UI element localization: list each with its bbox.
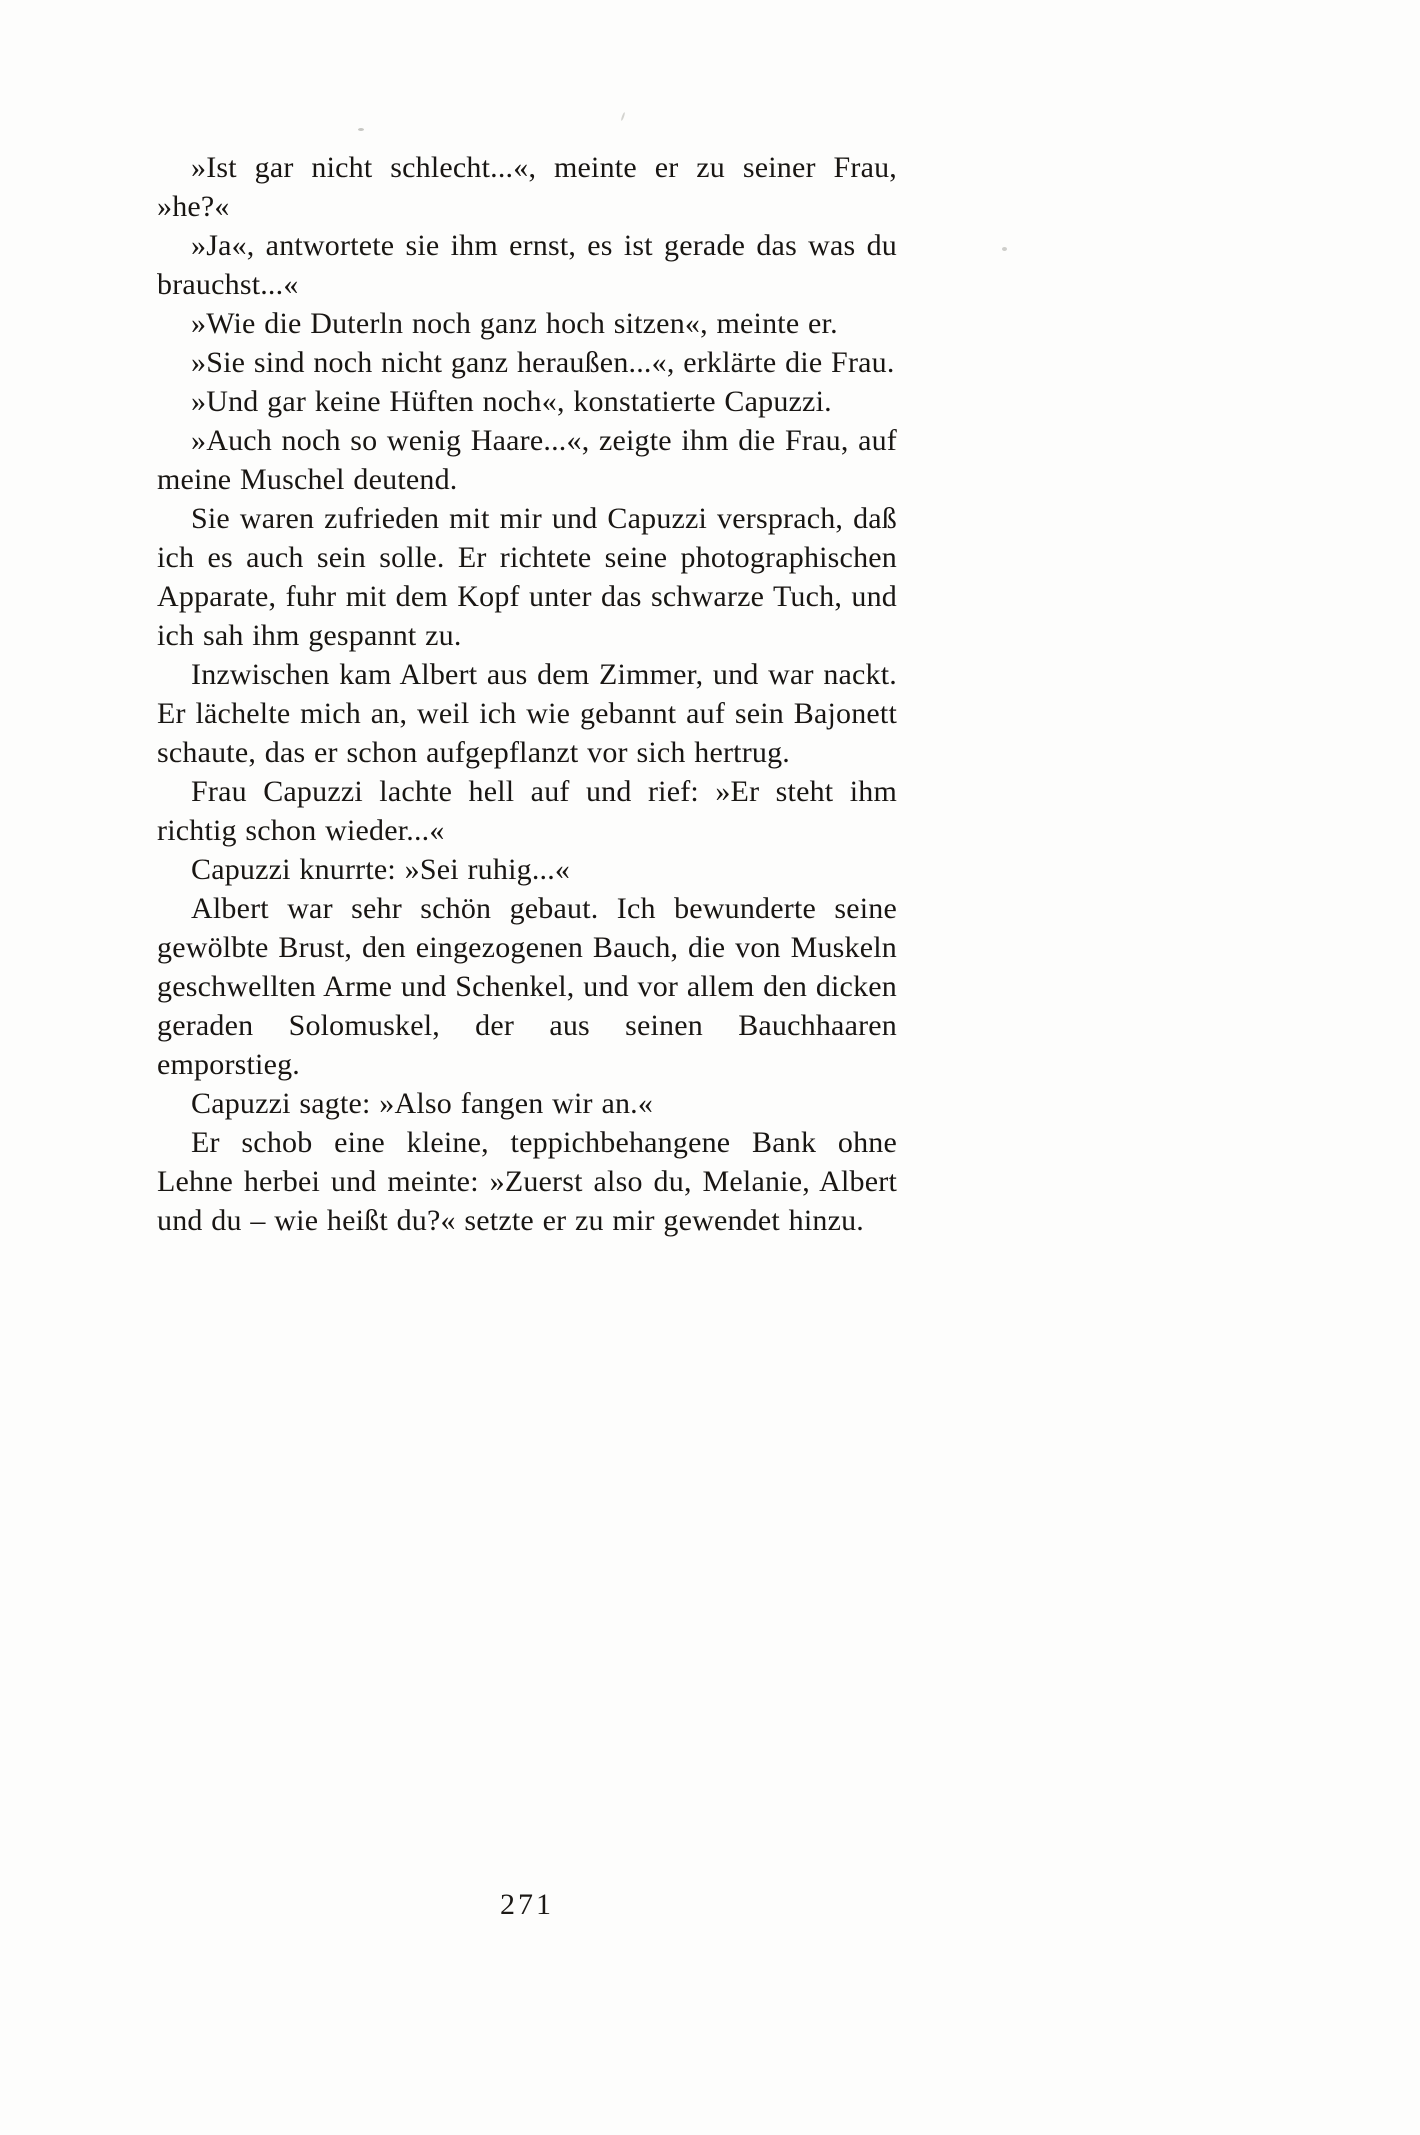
paragraph: Capuzzi knurrte: »Sei ruhig...« xyxy=(191,853,571,886)
paragraph: »Wie die Duterln noch ganz hoch sitzen«, meinte er. xyxy=(191,307,838,340)
paragraph: Capuzzi sagte: »Also fangen wir an.« xyxy=(191,1087,654,1120)
paragraph: »Ja«, antwortete sie ihm ernst, es ist gerade das was du brauchst...« xyxy=(157,229,897,301)
scan-speck xyxy=(358,128,364,131)
scan-speck xyxy=(621,112,626,121)
scan-speck xyxy=(1002,247,1007,251)
paragraph: »Und gar keine Hüften noch«, konstatierte Capuzzi. xyxy=(191,385,832,418)
paragraph: Inzwischen kam Albert aus dem Zimmer, und war nackt. Er lächelte mich an, weil ich wie gebannt auf sein Bajonett schaute, das er schon aufgepflanzt vor sich hertrug. xyxy=(157,658,897,769)
page-number: 271 xyxy=(500,1888,554,1921)
paragraph: »Auch noch so wenig Haare...«, zeigte ihm die Frau, auf meine Muschel deutend. xyxy=(157,424,897,496)
text-block xyxy=(157,148,897,1240)
paragraph: »Sie sind noch nicht ganz heraußen...«, erklärte die Frau. xyxy=(191,346,895,379)
paragraph: Albert war sehr schön gebaut. Ich bewunderte seine gewölbte Brust, den eingezogenen Bauch, die von Muskeln geschwellten Arme und Schenkel, und vor allem den dicken geraden Solomuskel, der aus seinen Bauchhaaren emporstieg. xyxy=(157,892,897,1081)
paragraph: Er schob eine kleine, teppichbehangene Bank ohne Lehne herbei und meinte: »Zuerst also du, Melanie, Albert und du – wie heißt du?« setzte er zu mir gewendet hinzu. xyxy=(157,1126,897,1237)
paragraph: Sie waren zufrieden mit mir und Capuzzi versprach, daß ich es auch sein solle. Er richtete seine photographischen Apparate, fuhr mit dem Kopf unter das schwarze Tuch, und ich sah ihm gespannt zu. xyxy=(157,502,897,652)
paragraph: »Ist gar nicht schlecht...«, meinte er zu seiner Frau, »he?« xyxy=(157,151,897,223)
paragraph: Frau Capuzzi lachte hell auf und rief: »Er steht ihm richtig schon wieder...« xyxy=(157,775,897,847)
